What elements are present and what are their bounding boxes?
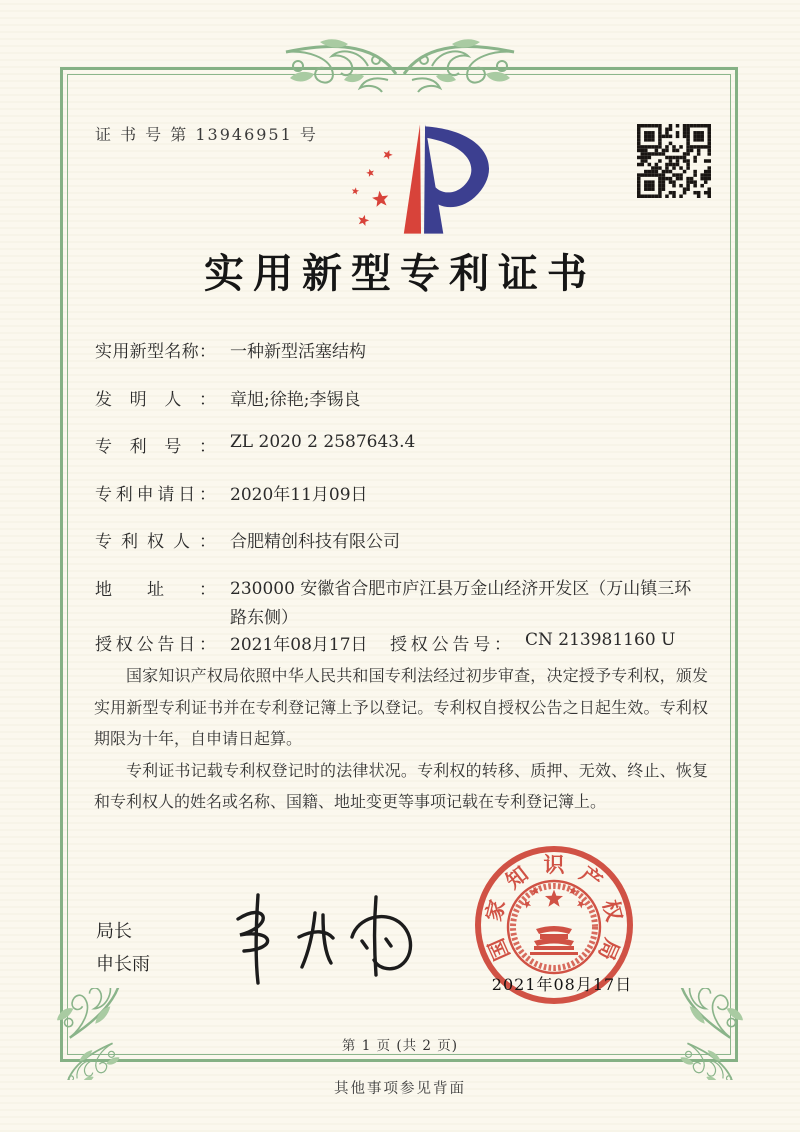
certificate-title: 实用新型专利证书 (204, 250, 596, 297)
back-side-note: 其他事项参见背面 (334, 1081, 466, 1097)
cnipa-logo-icon (333, 116, 505, 238)
field-row-filing-date (95, 480, 368, 505)
signer-block (96, 915, 150, 981)
field-value: 合肥精创科技有限公司 (230, 532, 400, 552)
field-row-address (95, 575, 695, 633)
qr-code-icon (637, 124, 711, 198)
page-number: 第 1 页 (共 2 页) (341, 1038, 459, 1054)
grant-date-value: 2021年08月17日 (230, 635, 368, 655)
grant-no-row (390, 630, 675, 655)
field-row-patent-no (95, 432, 415, 457)
field-value: 章旭;徐艳;李锡良 (230, 390, 361, 410)
signer-name: 申长雨 (96, 954, 150, 975)
field-label: 专利权人： (95, 532, 216, 552)
svg-text:家: 家 (480, 897, 510, 924)
signature-icon (218, 885, 433, 990)
grant-no-label: 授权公告号： (390, 635, 511, 655)
certificate-number: 证 书 号 第 13946951 号 (95, 125, 318, 144)
seal-date: 2021年08月17日 (491, 975, 633, 994)
grant-no-value: CN 213981160 U (525, 630, 676, 650)
svg-text:权: 权 (598, 897, 628, 924)
field-value: 一种新型活塞结构 (230, 342, 366, 362)
field-row-inventors (95, 385, 360, 410)
legal-paragraph-2: 专利证书记载专利权登记时的法律状况。专利权的转移、质押、无效、终止、恢复和专利权人的姓名或名称、国籍、地址变更等事项记载在专利登记簿上。 (94, 760, 708, 811)
legal-text (94, 660, 708, 818)
field-label: 专利号： (95, 437, 216, 457)
field-row-name (95, 337, 366, 362)
svg-text:识: 识 (543, 852, 565, 877)
field-value: 2020年11月09日 (230, 485, 368, 505)
svg-text:知: 知 (500, 860, 533, 894)
field-label: 发明人： (95, 390, 216, 410)
grant-date-label: 授权公告日： (95, 635, 216, 655)
field-label: 实用新型名称： (95, 342, 216, 362)
svg-text:国: 国 (483, 934, 515, 965)
top-center-flourish-ornament (280, 34, 520, 98)
field-label: 地址： (95, 580, 216, 600)
field-label: 专利申请日： (95, 485, 216, 505)
field-row-grant (95, 630, 711, 655)
signer-title: 局长 (96, 921, 132, 942)
svg-text:产: 产 (575, 860, 608, 894)
field-row-patentee (95, 527, 400, 552)
legal-paragraph-1: 国家知识产权局依照中华人民共和国专利法经过初步审查，决定授予专利权，颁发实用新型专利证书并在专利登记簿上予以登记。专利权自授权公告之日起生效。专利权期限为十年，自申请日起算。 (94, 666, 708, 748)
field-value: 230000 安徽省合肥市庐江县万金山经济开发区（万山镇三环路东侧） (230, 579, 692, 628)
svg-text:局: 局 (593, 934, 625, 965)
field-value: ZL 2020 2 2587643.4 (230, 432, 416, 452)
